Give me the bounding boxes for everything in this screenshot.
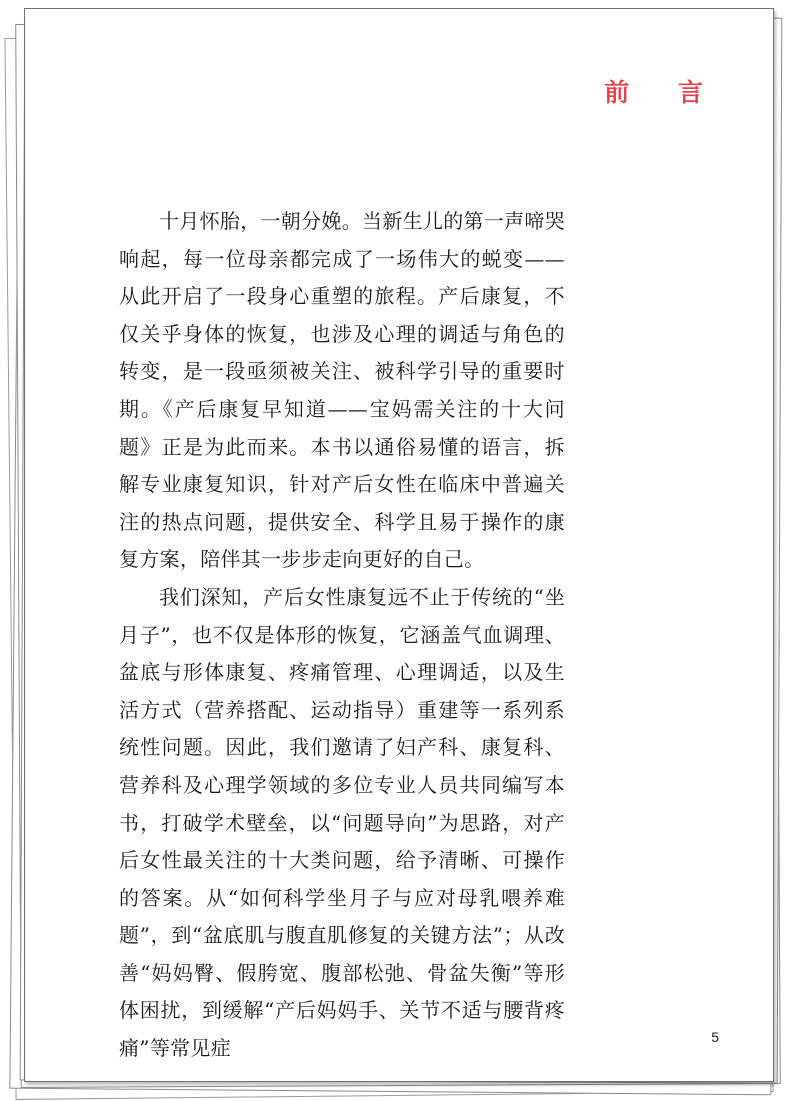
paragraph-1: 十月怀胎，一朝分娩。当新生儿的第一声啼哭响起，每一位母亲都完成了一场伟大的蜕变——从此开启了一段身心重塑的旅程。产后康复，不仅关乎身体的恢复，也涉及心理的调适与角色的转变，是一段亟须被关注、被科学引导的重要时期。《产后康复早知道——宝妈需关注的十大问题》正是为此而来。本书以通俗易懂的语言，拆解专业康复知识，针对产后女性在临床中普遍关注的热点问题，提供安全、科学且易于操作的康复方案，陪伴其一步步走向更好的自己。	[119, 209, 565, 572]
page-number: 5	[711, 1029, 719, 1045]
page-title: 前 言	[604, 78, 723, 107]
paragraph-2: 我们深知，产后女性康复远不止于传统的“坐月子”，也不仅是体形的恢复，它涵盖气血调理、盆底与形体康复、疼痛管理、心理调适，以及生活方式（营养搭配、运动指导）重建等一系列系统性问题。因此，我们邀请了妇产科、康复科、营养科及心理学领域的多位专业人员共同编写本书，打破学术壁垒，以“问题导向”为思路，对产后女性最关注的十大类问题，给予清晰、可操作的答案。从“如何科学坐月子与应对母乳喂养难题”，到“盆底肌与腹直肌修复的关键方法”；从改善“妈妈臀、假胯宽、腹部松弛、骨盆失衡”等形体困扰，到缓解“产后妈妈手、关节不适与腰背疼痛”等常见症	[119, 584, 565, 1061]
preface-body	[119, 203, 565, 1068]
document-page	[24, 8, 774, 1082]
